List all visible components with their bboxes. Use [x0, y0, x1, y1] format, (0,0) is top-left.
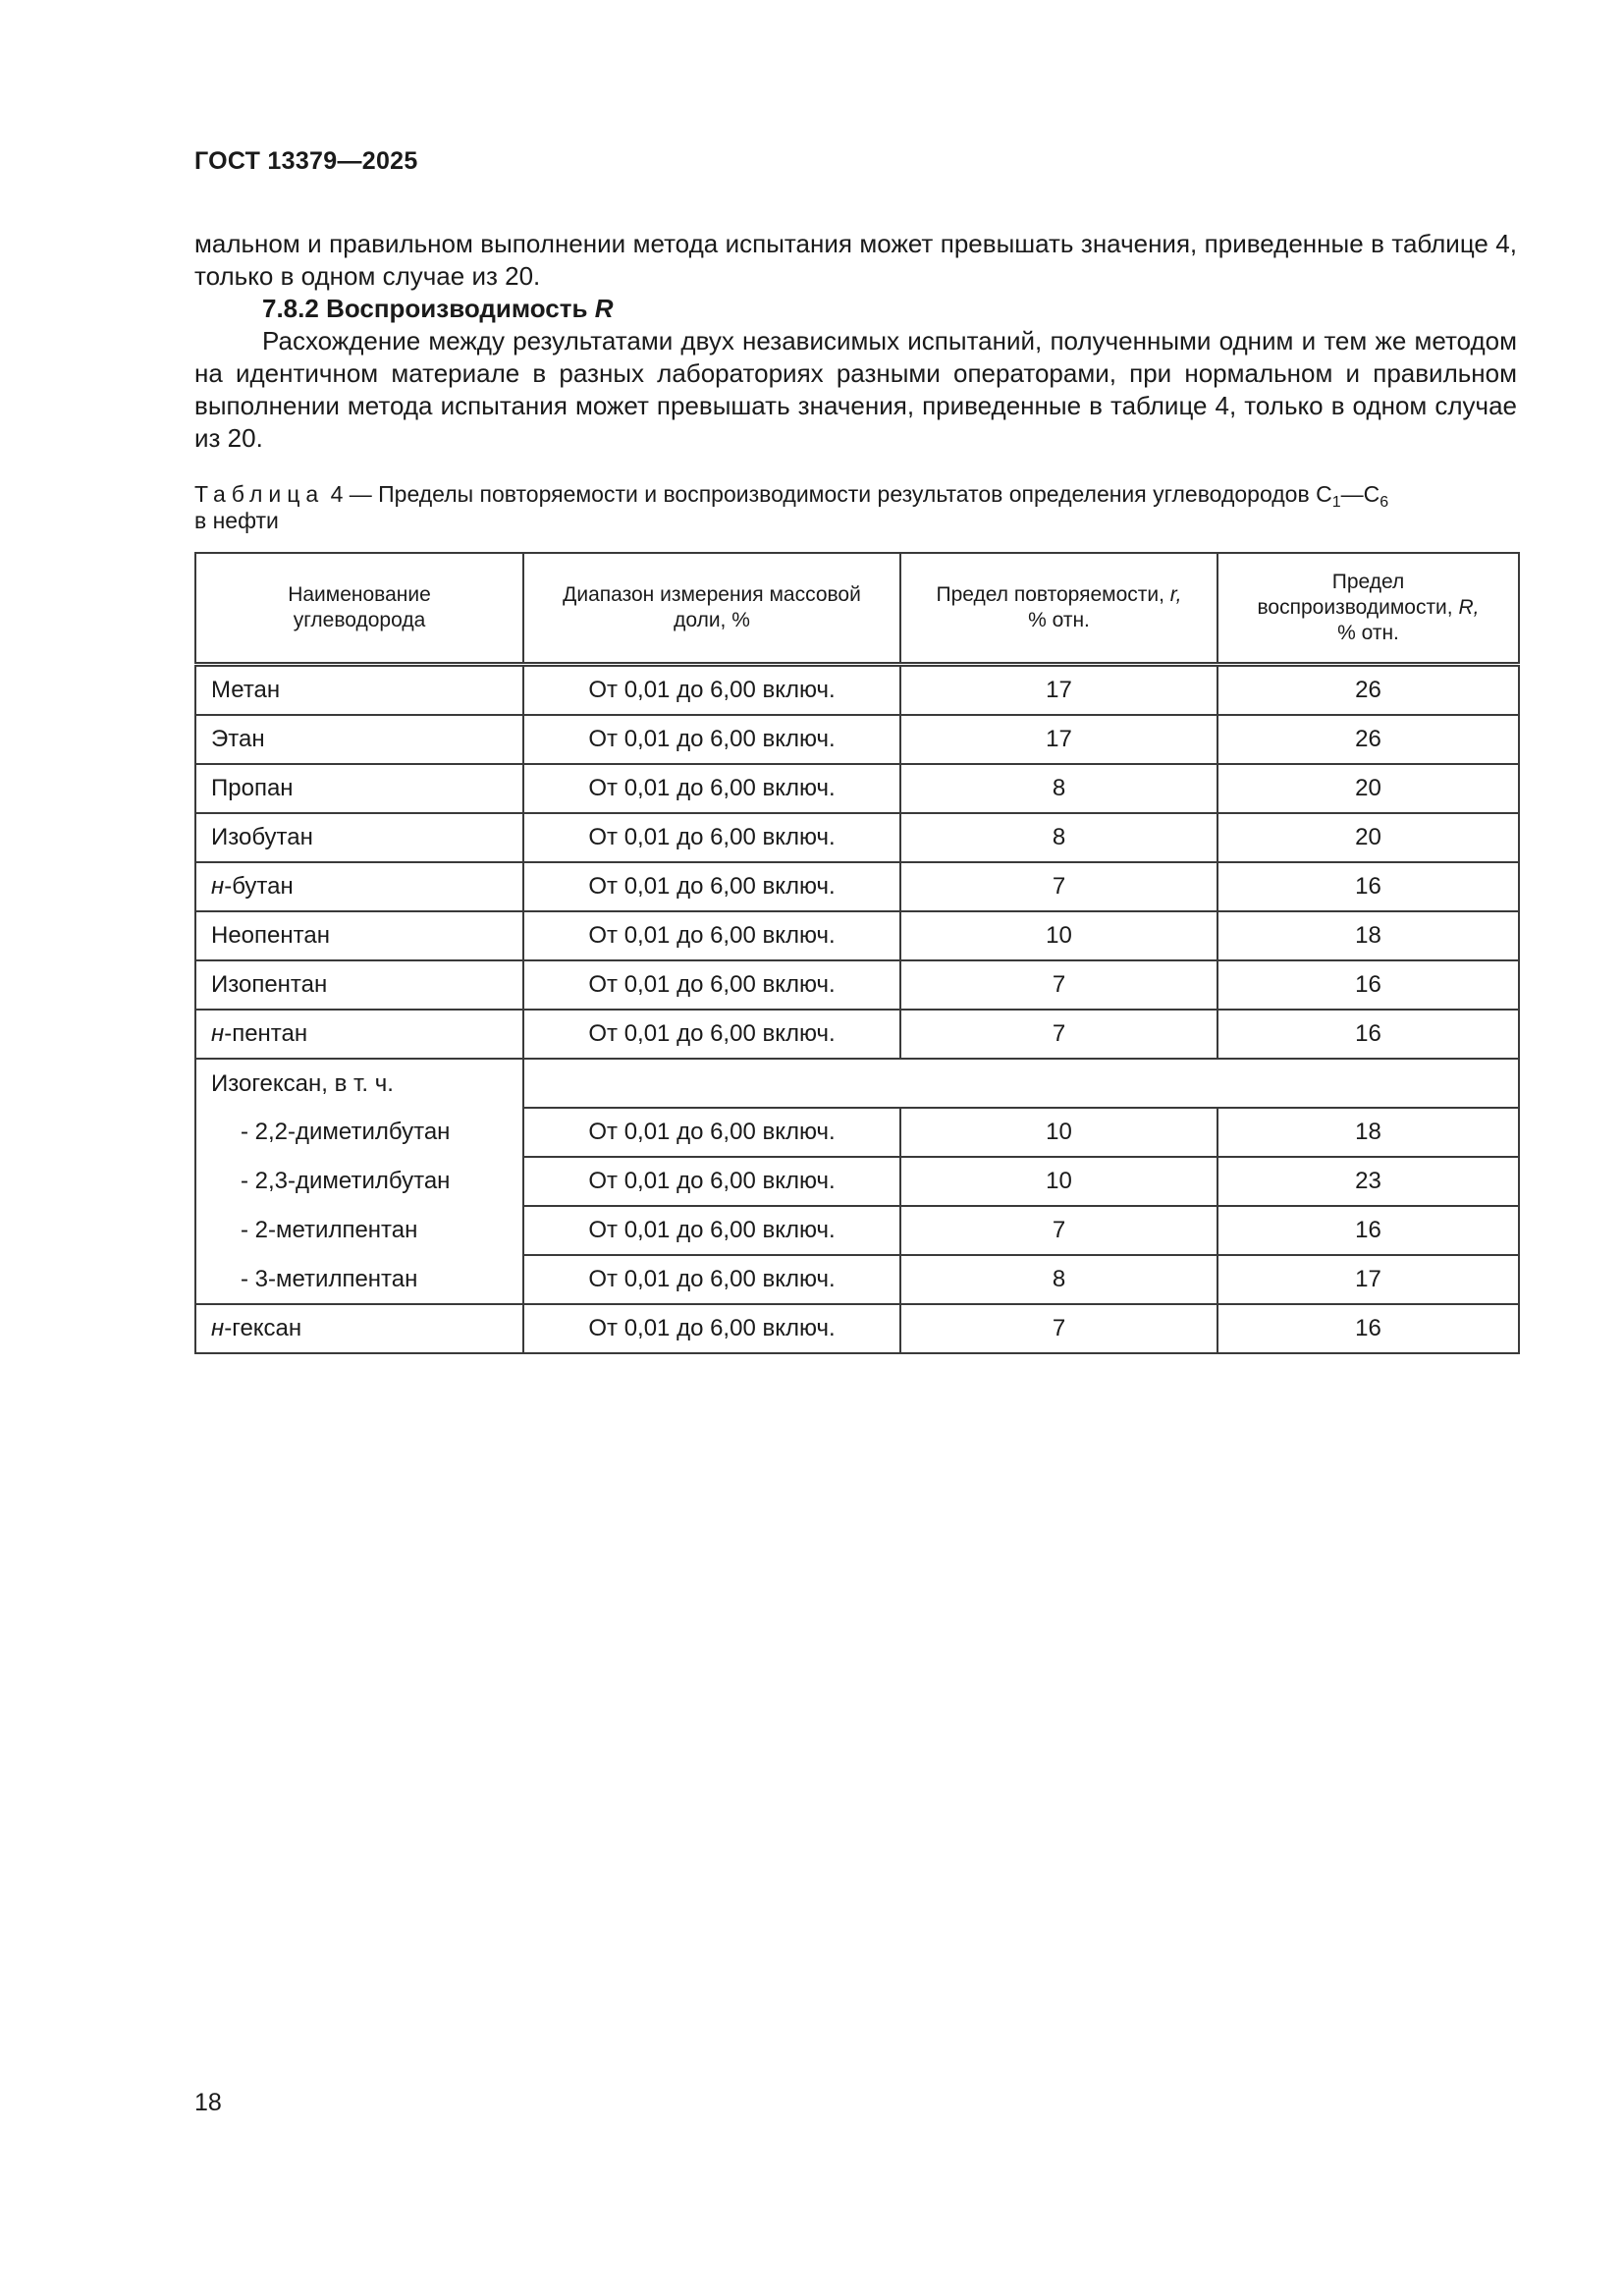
cell-repeatability: 7 [900, 1010, 1217, 1059]
table-header-row [195, 553, 1519, 665]
document-header: ГОСТ 13379—2025 [194, 147, 418, 175]
table-caption-dash: —С [1340, 481, 1380, 507]
cell-range: От 0,01 до 6,00 включ. [523, 1255, 900, 1304]
section-title: Воспроизводимость [326, 294, 588, 323]
table-row [195, 665, 1519, 716]
name-text: Неопентан [211, 922, 330, 949]
cell-name [195, 862, 523, 911]
name-text: -бутан [224, 873, 294, 900]
table-group-row [195, 1059, 1519, 1108]
cell-subname: - 3-метилпентан [195, 1255, 523, 1304]
cell-range: От 0,01 до 6,00 включ. [523, 1304, 900, 1353]
cell-reproducibility: 20 [1217, 813, 1519, 862]
table-subrow [195, 1206, 1519, 1255]
cell-repeatability: 7 [900, 960, 1217, 1010]
name-text: -гексан [224, 1315, 302, 1341]
header-reproducibility [1217, 553, 1519, 665]
table-subrow [195, 1157, 1519, 1206]
cell-range: От 0,01 до 6,00 включ. [523, 911, 900, 960]
name-text: Изобутан [211, 824, 313, 850]
cell-subname: - 2,3-диметилбутан [195, 1157, 523, 1206]
cell-reproducibility: 17 [1217, 1255, 1519, 1304]
header-repeatability-line1: Предел повторяемости, [936, 583, 1164, 606]
header-range [523, 553, 900, 665]
cell-repeatability: 8 [900, 1255, 1217, 1304]
table-row [195, 813, 1519, 862]
cell-range: От 0,01 до 6,00 включ. [523, 1010, 900, 1059]
table-subrow [195, 1108, 1519, 1157]
header-repeatability-line2: % отн. [1028, 609, 1090, 631]
cell-subname: - 2-метилпентан [195, 1206, 523, 1255]
header-reproducibility-line2: воспроизводимости, [1257, 596, 1453, 619]
cell-range: От 0,01 до 6,00 включ. [523, 665, 900, 716]
header-range-line1: Диапазон измерения массовой [563, 583, 861, 606]
table-caption-sub1: 1 [1331, 494, 1341, 511]
header-repeatability [900, 553, 1217, 665]
cell-range: От 0,01 до 6,00 включ. [523, 764, 900, 813]
cell-name [195, 813, 523, 862]
table-row [195, 1304, 1519, 1353]
table-caption-sub2: 6 [1380, 494, 1389, 511]
name-prefix: н [211, 873, 225, 900]
header-hydrocarbon-line2: углеводорода [293, 609, 426, 631]
table-row [195, 960, 1519, 1010]
table-row [195, 715, 1519, 764]
cell-range: От 0,01 до 6,00 включ. [523, 862, 900, 911]
cell-reproducibility: 16 [1217, 862, 1519, 911]
cell-repeatability: 7 [900, 1304, 1217, 1353]
header-reproducibility-line3: % отн. [1337, 622, 1399, 644]
page-number: 18 [194, 2089, 222, 2116]
cell-subname: - 2,2-диметилбутан [195, 1108, 523, 1157]
section-variable: R [594, 294, 614, 323]
cell-repeatability: 10 [900, 1108, 1217, 1157]
header-hydrocarbon [195, 553, 523, 665]
table-caption-tail: в нефти [194, 508, 279, 533]
cell-reproducibility: 16 [1217, 1206, 1519, 1255]
cell-reproducibility: 18 [1217, 1108, 1519, 1157]
cell-name [195, 911, 523, 960]
name-text: Метан [211, 677, 281, 703]
header-range-line2: доли, % [674, 609, 750, 631]
cell-repeatability: 7 [900, 862, 1217, 911]
table-caption [194, 481, 1517, 534]
table-caption-text: 4 — Пределы повторяемости и воспроизводимости результатов определения углеводородов С [330, 481, 1332, 507]
header-reproducibility-var: R, [1458, 596, 1480, 619]
table-row [195, 764, 1519, 813]
cell-reproducibility: 16 [1217, 960, 1519, 1010]
cell-repeatability: 17 [900, 715, 1217, 764]
cell-name [195, 715, 523, 764]
cell-repeatability: 8 [900, 813, 1217, 862]
cell-range: От 0,01 до 6,00 включ. [523, 1108, 900, 1157]
name-text: Изопентан [211, 971, 328, 998]
table-caption-label: Таблица [194, 481, 325, 507]
cell-reproducibility: 18 [1217, 911, 1519, 960]
cell-repeatability: 10 [900, 1157, 1217, 1206]
cell-name [195, 1304, 523, 1353]
name-prefix: н [211, 1315, 225, 1341]
cell-repeatability: 7 [900, 1206, 1217, 1255]
table-row [195, 862, 1519, 911]
cell-range: От 0,01 до 6,00 включ. [523, 960, 900, 1010]
cell-name [195, 764, 523, 813]
cell-reproducibility: 16 [1217, 1010, 1519, 1059]
cell-range: От 0,01 до 6,00 включ. [523, 1157, 900, 1206]
section-number: 7.8.2 [262, 294, 319, 323]
cell-repeatability: 10 [900, 911, 1217, 960]
cell-name [195, 1010, 523, 1059]
paragraph-reproducibility: Расхождение между результатами двух независимых испытаний, полученными одним и тем же методом на идентичном материале в разных лабораториях разными операторами, при нормальном и правильном выполнении метода испытания может превышать значения, приведенные в таблице 4, только в одном случае из 20. [194, 326, 1517, 453]
table-row [195, 911, 1519, 960]
cell-reproducibility: 26 [1217, 665, 1519, 716]
cell-name [195, 960, 523, 1010]
cell-reproducibility: 16 [1217, 1304, 1519, 1353]
section-heading [262, 293, 614, 325]
header-hydrocarbon-line1: Наименование [288, 583, 431, 606]
cell-name [195, 665, 523, 716]
name-text: Этан [211, 726, 265, 752]
table-subrow [195, 1255, 1519, 1304]
table-row [195, 1010, 1519, 1059]
cell-reproducibility: 26 [1217, 715, 1519, 764]
cell-reproducibility: 20 [1217, 764, 1519, 813]
cell-repeatability: 8 [900, 764, 1217, 813]
cell-range: От 0,01 до 6,00 включ. [523, 813, 900, 862]
precision-table [194, 552, 1520, 1354]
header-reproducibility-line1: Предел [1331, 571, 1405, 593]
cell-repeatability: 17 [900, 665, 1217, 716]
name-prefix: н [211, 1020, 225, 1047]
cell-range: От 0,01 до 6,00 включ. [523, 715, 900, 764]
cell-group-empty [523, 1059, 1519, 1108]
cell-range: От 0,01 до 6,00 включ. [523, 1206, 900, 1255]
cell-group-label: Изогексан, в т. ч. [195, 1059, 523, 1108]
name-text: -пентан [224, 1020, 308, 1047]
name-text: Пропан [211, 775, 294, 801]
cell-reproducibility: 23 [1217, 1157, 1519, 1206]
paragraph-continuation: мальном и правильном выполнении метода испытания может превышать значения, приведенные в таблице 4, только в одном случае из 20. [194, 229, 1517, 291]
header-repeatability-var: r, [1169, 583, 1182, 606]
